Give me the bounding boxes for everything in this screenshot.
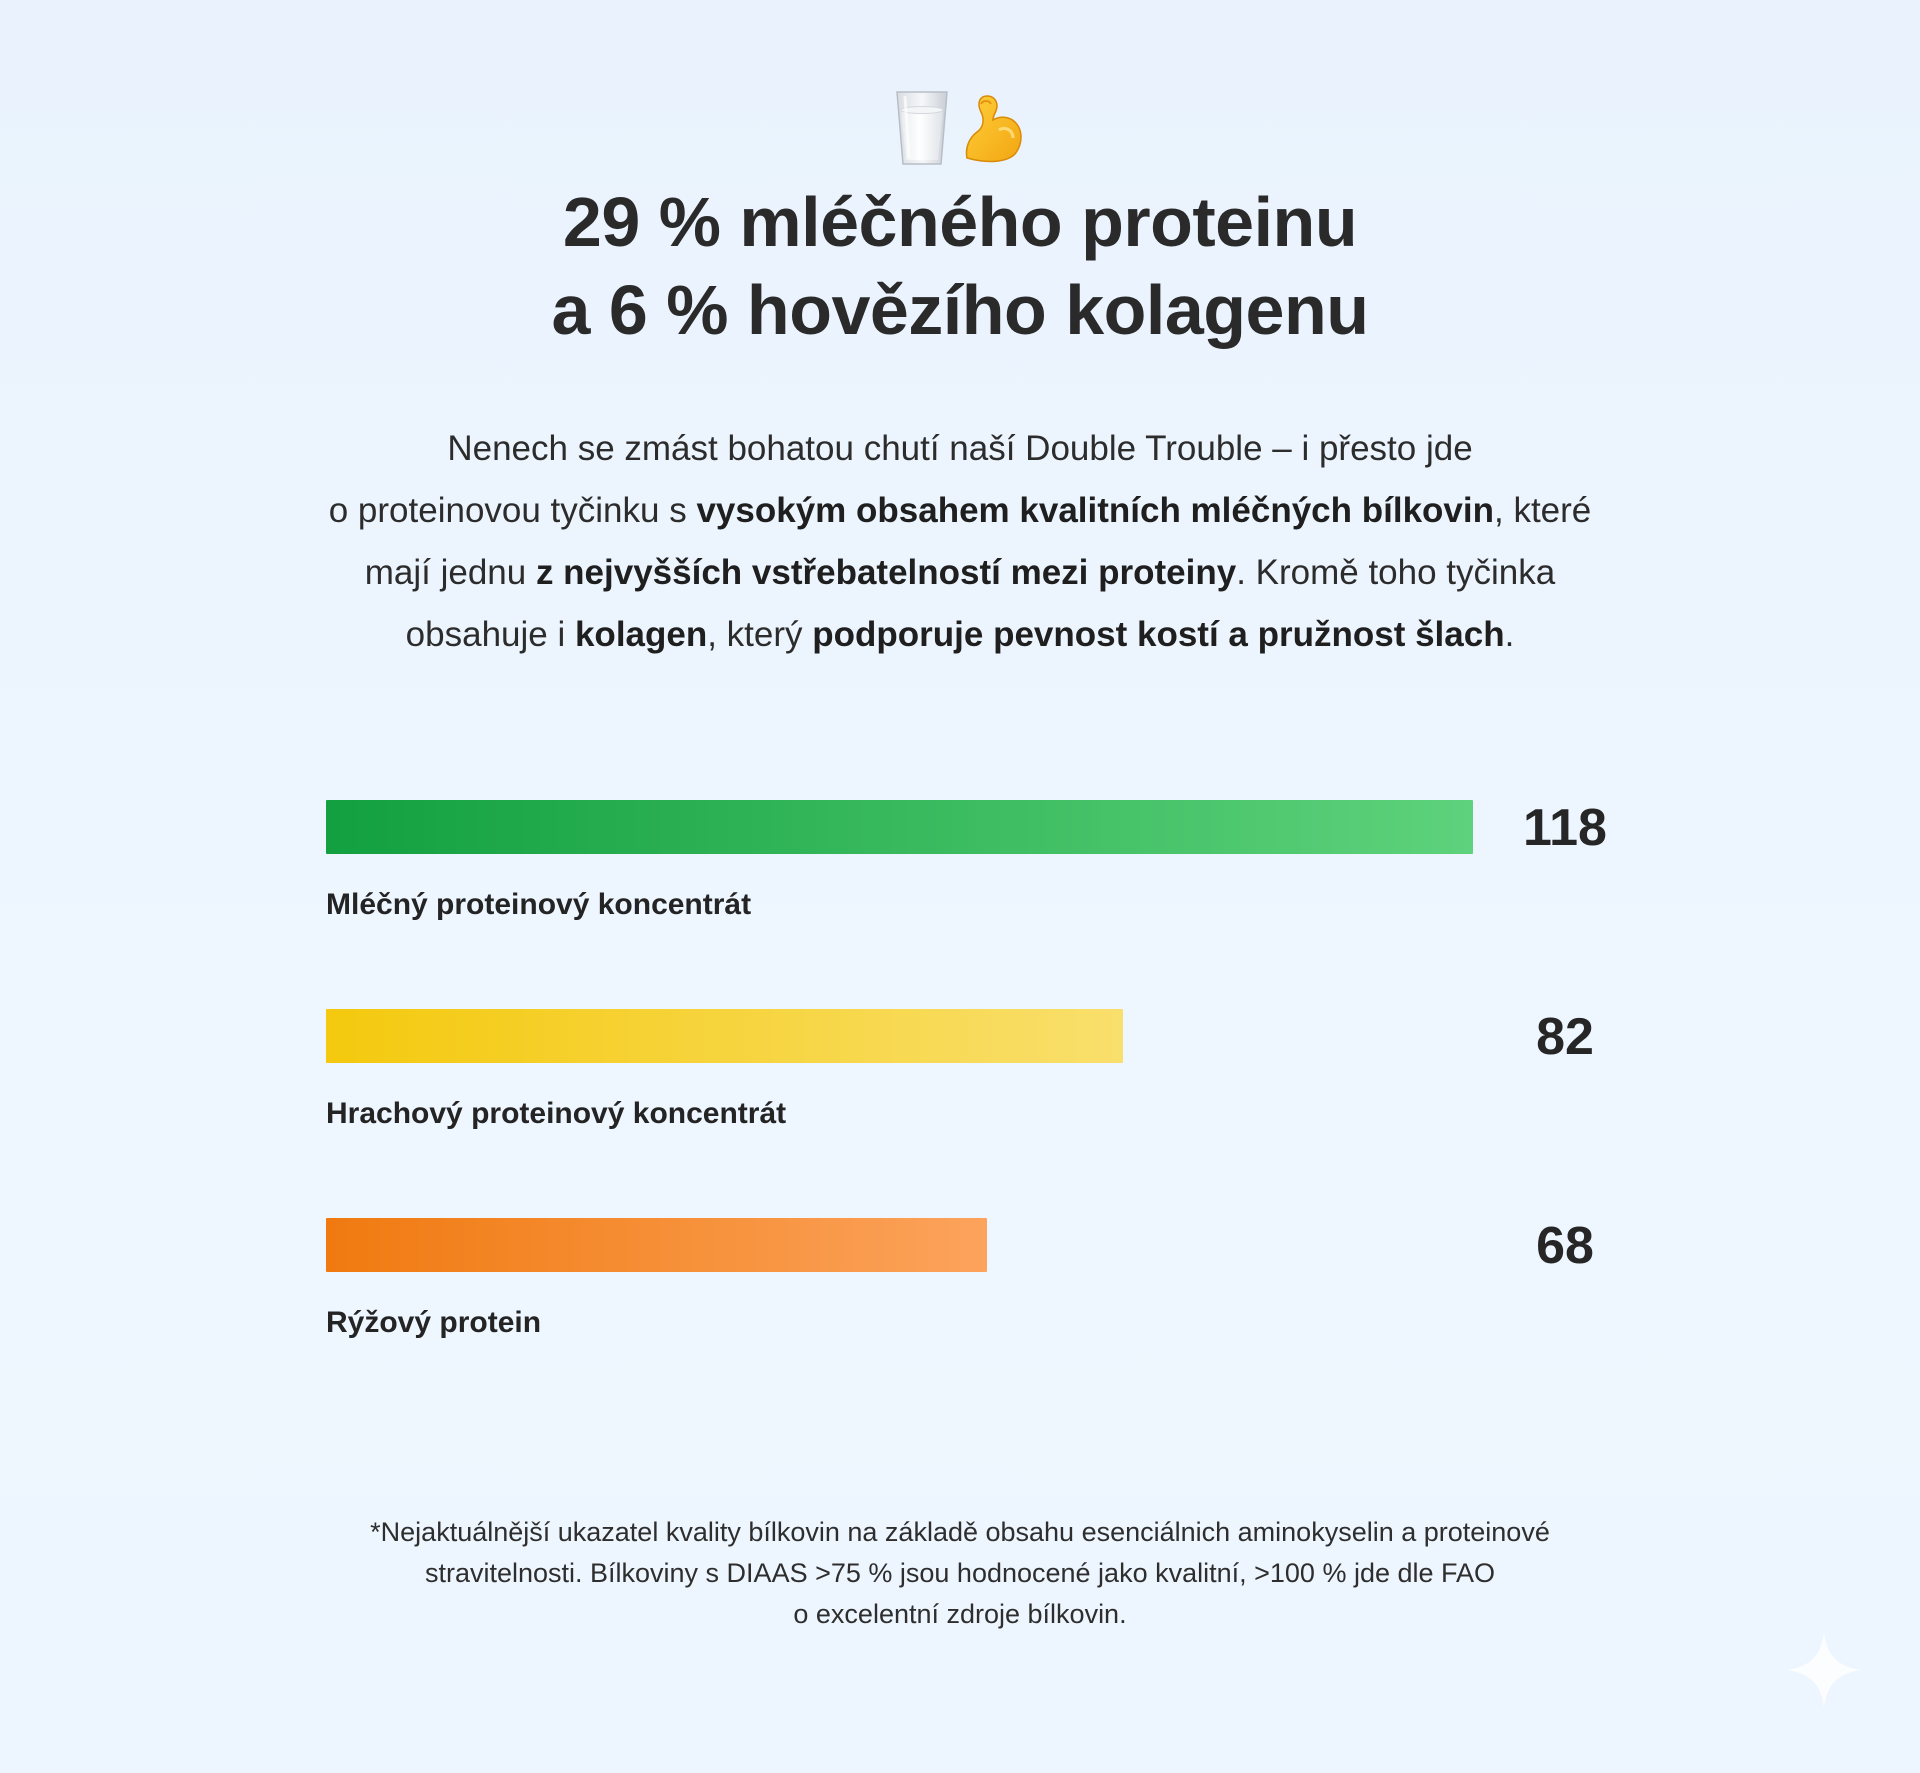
intro-text: . Kromě toho tyčinka	[1236, 553, 1556, 592]
bar-value-label: 68	[1536, 1217, 1594, 1275]
intro-text: , který	[707, 615, 813, 654]
intro-text: mají jednu	[364, 553, 536, 592]
bar-value-label: 82	[1536, 1008, 1594, 1066]
intro-text: , které	[1494, 491, 1592, 530]
intro-bold-text: kolagen	[574, 615, 708, 654]
footnote	[300, 1512, 1620, 1635]
bar-3	[326, 1218, 987, 1272]
intro-text: .	[1504, 615, 1515, 654]
title-line-1: 29 % mléčného proteinu	[562, 183, 1358, 261]
intro-text: obsahuje i	[405, 615, 575, 654]
bar-1	[326, 800, 1473, 854]
footnote-line-3: o excelentní zdroje bílkovin.	[793, 1599, 1127, 1629]
bar-category-label: Mléčný proteinový koncentrát	[326, 888, 752, 921]
footnote-line-2: stravitelnosti. Bílkoviny s DIAAS >75 % jsou hodnocené jako kvalitní, >100 % jde dle FAO	[424, 1558, 1496, 1588]
title-line-2: a 6 % hovězího kolagenu	[551, 271, 1369, 349]
bar-2	[326, 1009, 1123, 1063]
footnote-line-1: *Nejaktuálnější ukazatel kvality bílkovin na základě obsahu esenciálnich aminokyselin a proteinové	[370, 1517, 1550, 1547]
bar-value-label: 118	[1523, 799, 1607, 857]
intro-text: o proteinovou tyčinku s	[328, 491, 697, 530]
intro-bold-text: podporuje pevnost kostí a pružnost šlach	[812, 615, 1505, 654]
bar-category-label: Rýžový protein	[326, 1306, 542, 1339]
intro-bold-text: z nejvyšších vstřebatelností mezi proteiny	[535, 553, 1237, 592]
intro-text: Nenech se zmást bohatou chutí naší Double Trouble – i přesto jde	[447, 429, 1473, 468]
sparkle-icon	[1782, 1628, 1866, 1712]
bar-category-label: Hrachový proteinový koncentrát	[326, 1097, 787, 1130]
intro-bold-text: vysokým obsahem kvalitních mléčných bílkovin	[696, 491, 1494, 530]
